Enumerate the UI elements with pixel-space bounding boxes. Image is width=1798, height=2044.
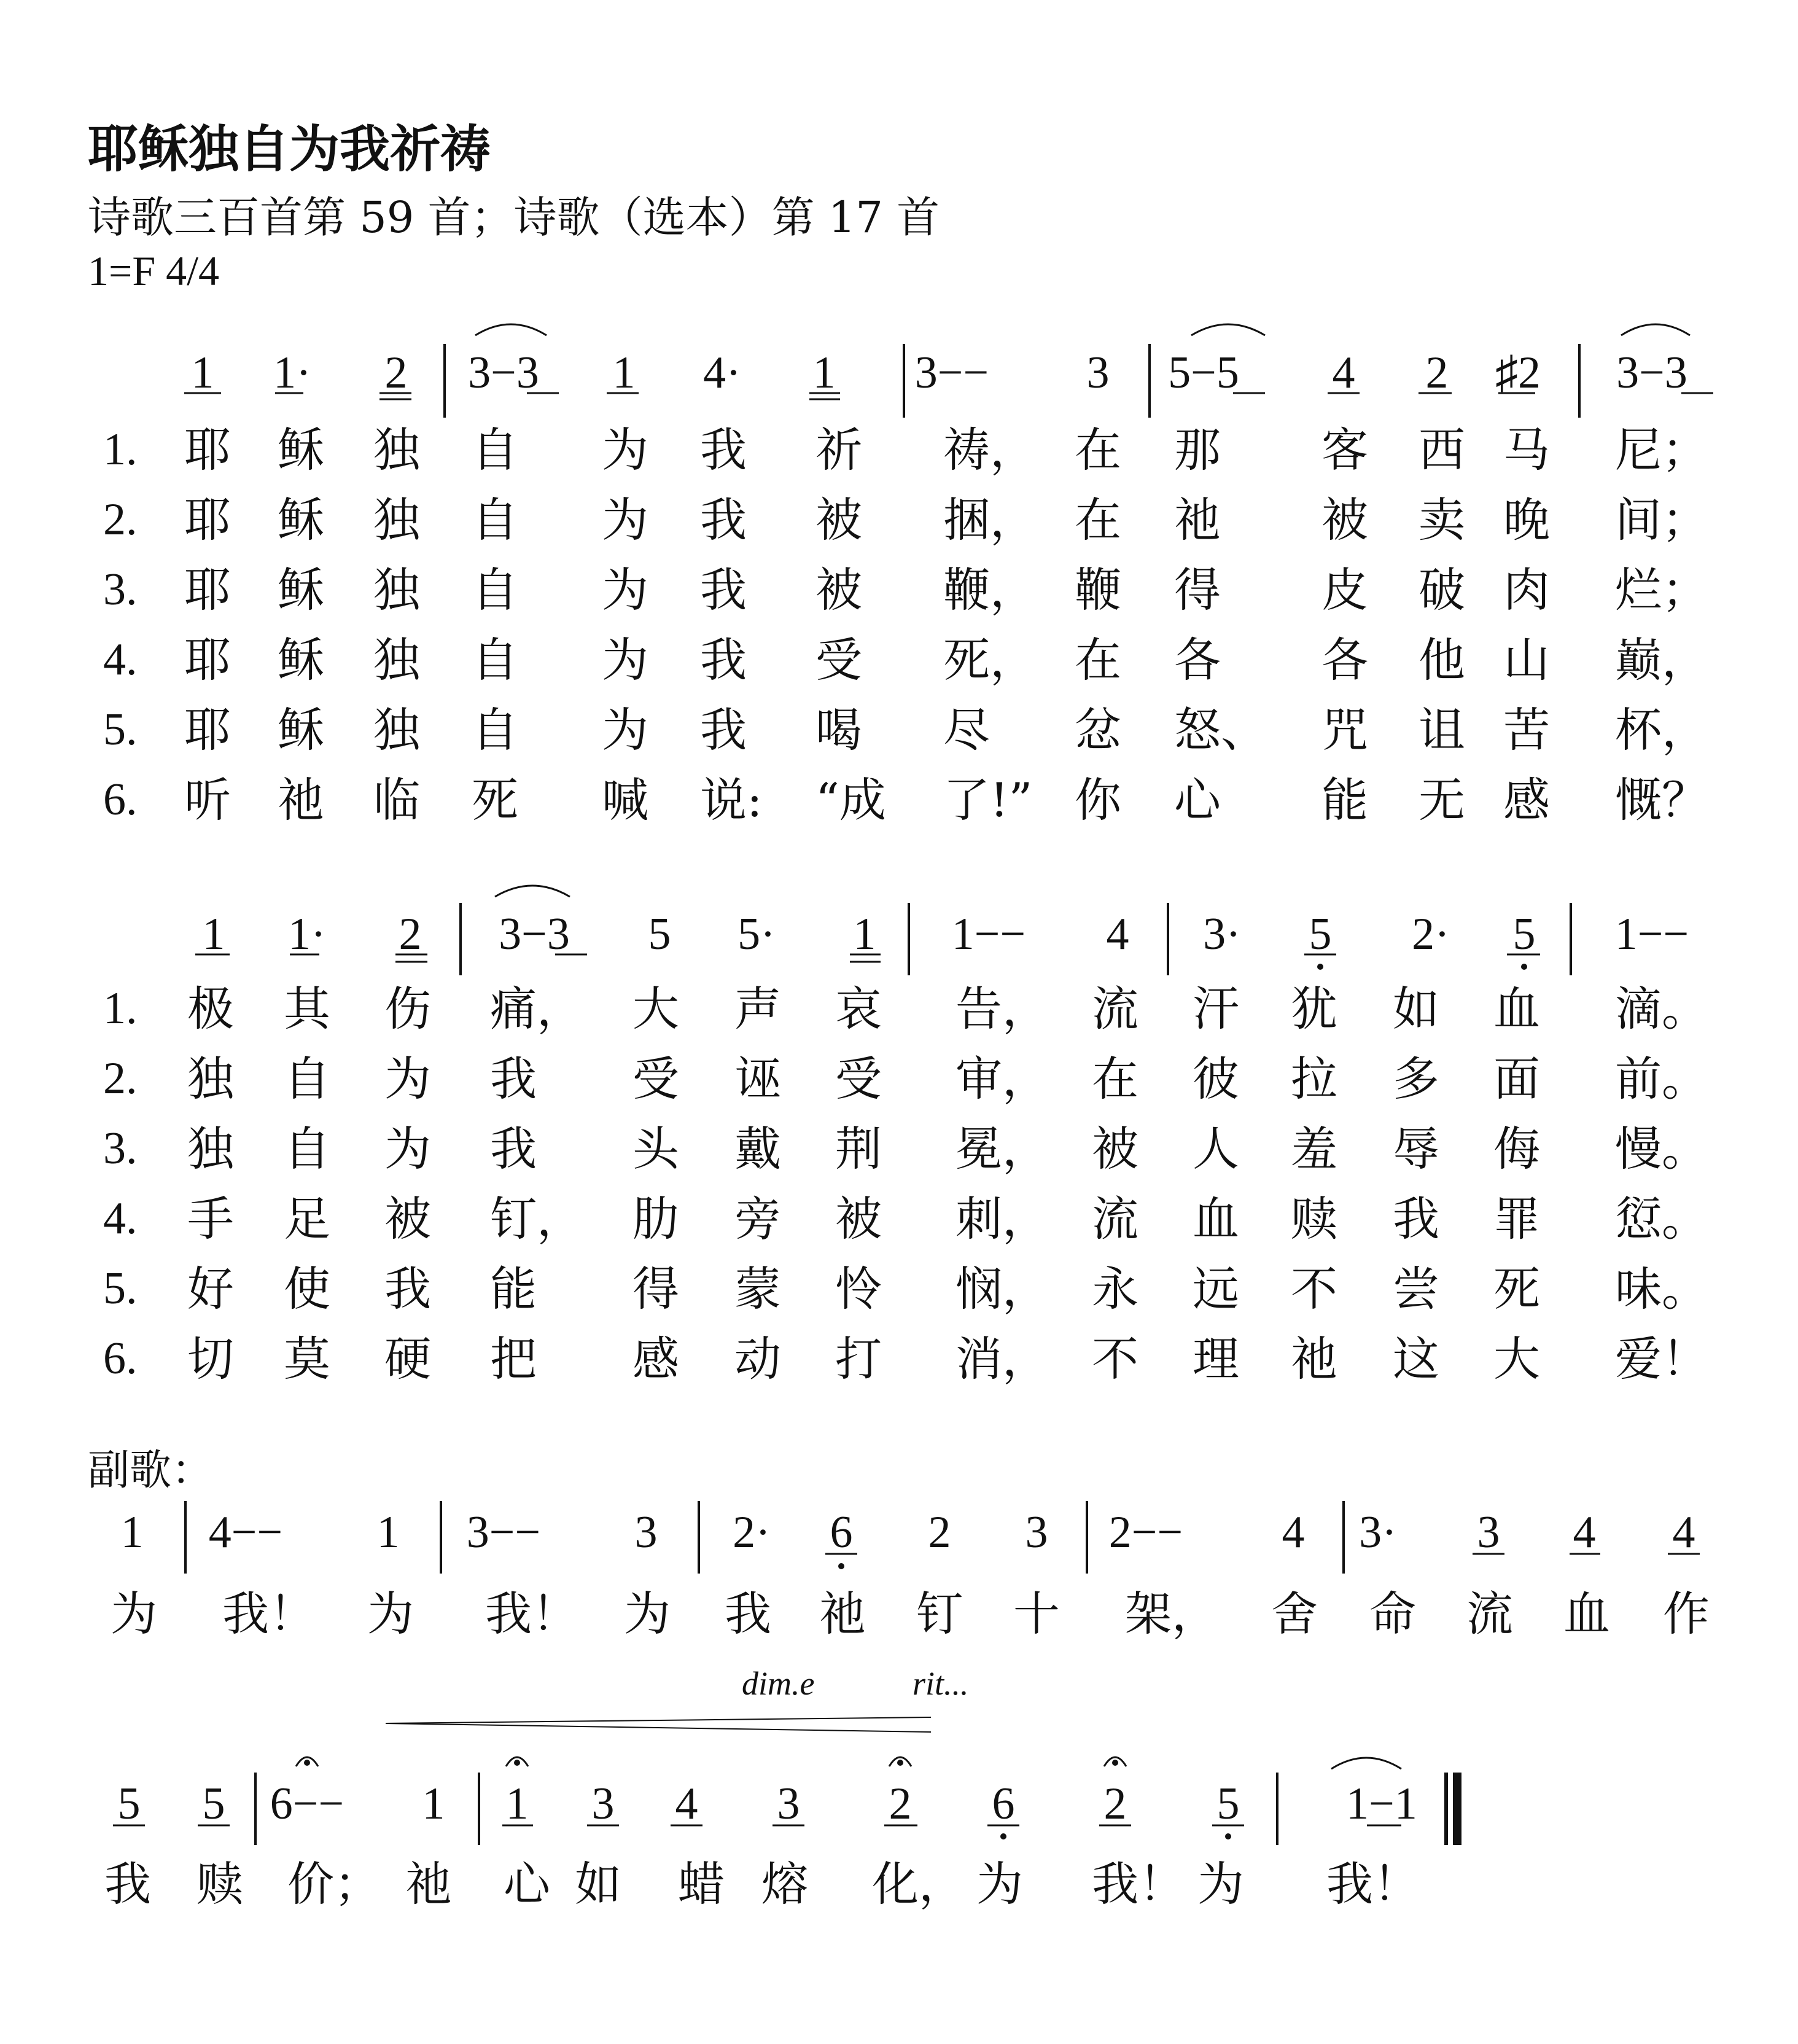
lyric-char: 罪 [1493,1192,1540,1246]
lyric-char: 头 [632,1121,679,1176]
octave-dot [1225,1833,1231,1839]
note: 4 [1282,1507,1305,1558]
lyric-char: 愆。 [1615,1192,1708,1246]
lyric-char: 旁 [734,1192,781,1246]
note: 6 [830,1507,853,1558]
lyric-char: 独 [373,633,420,687]
lyric-char: 耶 [184,423,231,477]
lyric-char: 晚 [1503,493,1550,547]
lyric-char: 作 [1663,1586,1710,1641]
verse-number: 1. [103,983,138,1034]
lyric-char: 西 [1419,423,1465,477]
lyric-char: 我！ [1092,1857,1185,1911]
note: 3 [1025,1507,1048,1558]
lyric-char: 巅， [1615,633,1708,687]
lyric-char: 大 [632,981,679,1036]
lyric-char: 钉 [916,1586,963,1641]
lyric-char: 自 [472,493,518,547]
note: 3· [1359,1507,1397,1558]
lyric-char: 自 [472,633,518,687]
note: 2 [889,1779,912,1829]
verse-number: 5. [103,704,138,755]
note: 5 [1309,909,1332,959]
lyric-char: 为 [602,633,648,687]
lyric-char: 打 [835,1332,882,1386]
note: 1 [120,1507,144,1558]
lyric-char: 感 [1503,773,1550,827]
lyric-char: 死， [943,633,1037,687]
verse-number: 2. [103,494,138,545]
lyric-char: 我 [490,1051,537,1106]
lyric-char: 临 [373,773,420,827]
lyric-char: 能 [490,1262,537,1316]
note: 1−− [1614,909,1689,959]
lyric-char: 咒 [1321,703,1368,757]
lyric-char: 尼； [1615,423,1708,477]
lyric-char: 稣 [278,703,324,757]
lyric-char: 独 [187,1121,234,1176]
hairpin-line [386,1717,931,1723]
lyric-char: 得 [1174,563,1221,617]
lyric-char: 自 [472,423,518,477]
lyric-char: 感 [632,1332,679,1386]
lyric-char: 羞 [1291,1121,1337,1176]
hymn-title: 耶稣独自为我祈祷 [88,120,491,179]
verse-number: 6. [103,774,138,825]
lyric-char: 在 [1075,423,1121,477]
lyric-char: 告， [955,981,1049,1036]
lyric-char: 独 [373,563,420,617]
lyric-char: 辱 [1393,1121,1439,1176]
note: 1 [505,1779,529,1829]
lyric-char: 说: [700,773,763,827]
lyric-char: 喝 [815,703,862,757]
octave-dot [838,1563,844,1569]
lyric-char: 耶 [184,563,231,617]
lyric-char: 自 [284,1051,330,1106]
note: 2−− [1108,1507,1183,1558]
octave-dot [1000,1833,1006,1839]
lyric-char: 受 [835,1051,882,1106]
note: 2 [1425,348,1449,398]
lyric-char: 祷， [943,423,1037,477]
lyric-char: 鞭， [943,563,1037,617]
note: 4· [703,348,741,398]
lyric-char: 耶 [184,493,231,547]
lyric-char: 了!” [943,773,1033,827]
note: 4 [1106,909,1129,959]
lyric-char: 怜 [835,1262,882,1316]
tie [475,324,547,335]
lyric-char: 犹 [1291,981,1337,1036]
note: 2 [1103,1779,1127,1829]
lyric-char: 被 [835,1192,882,1246]
lyric-char: 戴 [734,1121,781,1176]
lyric-char: 我 [384,1262,431,1316]
tie [1331,1758,1401,1769]
lyric-char: 前。 [1615,1051,1708,1106]
lyric-char: 我 [104,1857,151,1911]
lyric-char: 为 [111,1586,157,1641]
lyric-char: 不 [1291,1262,1337,1316]
note: 5 [117,1779,141,1829]
lyric-char: 无 [1419,773,1465,827]
lyric-char: 肋 [632,1192,679,1246]
lyric-char: 独 [373,703,420,757]
lyric-char: 独 [373,493,420,547]
lyric-char: 心 [504,1857,550,1911]
lyric-char: 多 [1393,1051,1439,1106]
lyric-char: 大 [1493,1332,1540,1386]
note: 3−3 [499,909,570,959]
lyric-char: 架， [1125,1586,1218,1641]
lyric-char: 诅 [1419,703,1465,757]
lyric-char: 流 [1466,1586,1513,1641]
lyric-char: 足 [284,1192,330,1246]
lyric-char: 我 [700,423,747,477]
lyric-char: 自 [284,1121,330,1176]
lyric-char: 那 [1174,423,1221,477]
lyric-char: 这 [1393,1332,1439,1386]
note: 5 [202,1779,225,1829]
lyric-char: 独 [373,423,420,477]
lyric-char: 蜡 [678,1857,725,1911]
note: 1−1 [1346,1779,1417,1829]
lyric-char: 命 [1369,1586,1416,1641]
lyric-char: 喊 [602,773,648,827]
lyric-char: 忿 [1075,703,1121,757]
lyric-char: 血 [1493,981,1540,1036]
note: 3 [1086,348,1110,398]
lyric-char: 被 [1092,1121,1138,1176]
lyric-char: 稣 [278,563,324,617]
lyric-char: 受 [815,633,862,687]
note: 1· [273,348,311,398]
octave-dot [1521,964,1527,970]
lyric-char: 为 [1197,1857,1244,1911]
fermata-dot [897,1760,903,1766]
lyric-char: 祈 [815,423,862,477]
lyric-char: 彼 [1193,1051,1239,1106]
lyric-char: 得 [632,1262,679,1316]
note: 4 [1332,348,1355,398]
lyric-char: 荆 [835,1121,882,1176]
tie [1621,324,1690,335]
lyric-char: “成 [815,773,886,827]
lyric-char: 杯， [1615,703,1708,757]
lyric-char: 死 [472,773,518,827]
lyric-char: 我 [700,563,747,617]
tie [1191,324,1265,335]
lyric-char: 烂； [1615,563,1708,617]
note: 3 [634,1507,658,1558]
lyric-char: 被 [815,493,862,547]
lyric-char: 为 [624,1586,671,1641]
lyric-char: 祂 [819,1586,866,1641]
lyric-char: 我 [490,1121,537,1176]
note: 3· [1203,909,1241,959]
lyric-char: 审， [955,1051,1049,1106]
key-signature: 1=F 4/4 [88,248,220,294]
lyric-char: 面 [1493,1051,1540,1106]
verse-number: 4. [103,634,138,685]
lyric-char: 苦 [1503,703,1550,757]
lyric-char: 破 [1419,563,1465,617]
lyric-char: 在 [1075,493,1121,547]
note: 5· [737,909,776,959]
lyric-char: 尝 [1393,1262,1439,1316]
lyric-char: 卖 [1419,493,1465,547]
fermata-dot [304,1760,310,1766]
verse-number: 3. [103,1123,138,1174]
note: 3 [591,1779,615,1829]
note: 2 [928,1507,951,1558]
lyric-char: 被 [384,1192,431,1246]
lyric-char: 祂 [1291,1332,1337,1386]
lyric-char: 切 [187,1332,234,1386]
lyric-char: 肉 [1503,563,1550,617]
note: 2 [399,909,422,959]
lyric-char: 能 [1321,773,1368,827]
lyric-char: 我 [1393,1192,1439,1246]
note: 4 [1672,1507,1695,1558]
lyric-char: 独 [187,1051,234,1106]
hairpin-line [386,1723,931,1732]
note: 5 [648,909,671,959]
lyric-char: 极 [187,981,234,1036]
lyric-char: 被 [1321,493,1368,547]
verse-number: 4. [103,1193,138,1244]
lyric-char: 死 [1493,1262,1540,1316]
lyric-char: 血 [1193,1192,1239,1246]
lyric-char: 人 [1193,1121,1239,1176]
lyric-char: 我 [725,1586,771,1641]
lyric-char: 我！ [222,1586,316,1641]
lyric-char: 把 [490,1332,537,1386]
note: 3−3 [1616,348,1687,398]
fermata-dot [514,1760,520,1766]
lyric-char: 赎 [1291,1192,1337,1246]
lyric-char: 汗 [1193,981,1239,1036]
lyric-char: 他 [1419,633,1465,687]
lyric-char: 动 [734,1332,781,1386]
lyric-char: 我 [700,633,747,687]
lyric-char: 祂 [278,773,324,827]
lyric-char: 味。 [1615,1262,1708,1316]
lyric-char: 我！ [1326,1857,1420,1911]
lyric-char: 为 [976,1857,1023,1911]
note: 6−− [270,1779,344,1829]
lyric-char: 蒙 [734,1262,781,1316]
rit-marking: rit... [913,1665,969,1702]
lyric-char: 怒、 [1174,703,1267,757]
lyric-char: 受 [632,1051,679,1106]
lyric-char: 慨？ [1615,773,1708,827]
lyric-char: 捆， [943,493,1037,547]
note: 3 [1477,1507,1500,1558]
lyric-char: 诬 [734,1051,781,1106]
lyric-char: 祂 [1174,493,1221,547]
note: 2 [384,348,408,398]
lyric-char: 皮 [1321,563,1368,617]
lyric-char: 为 [602,493,648,547]
lyric-char: 为 [384,1121,431,1176]
fermata-dot [1112,1760,1118,1766]
lyric-char: 理 [1193,1332,1239,1386]
lyric-char: 血 [1563,1586,1610,1641]
lyric-char: 价； [287,1857,381,1911]
lyric-char: 不 [1092,1332,1138,1386]
note: 4 [675,1779,698,1829]
lyric-char: 自 [472,703,518,757]
lyric-char: 为 [602,423,648,477]
note: 1 [812,348,836,398]
lyric-char: 拉 [1291,1051,1337,1106]
lyric-char: 手 [187,1192,234,1246]
verse-number: 6. [103,1333,138,1384]
lyric-char: 马 [1503,423,1550,477]
lyric-char: 耶 [184,703,231,757]
lyric-char: 刺， [955,1192,1049,1246]
note: 3−− [914,348,989,398]
lyric-char: 使 [284,1262,330,1316]
note: 1 [853,909,876,959]
lyric-char: 各 [1174,633,1221,687]
lyric-char: 自 [472,563,518,617]
note: 4 [1573,1507,1596,1558]
lyric-char: 声 [734,981,781,1036]
lyric-char: 熔 [761,1857,808,1911]
lyric-char: 流 [1092,1192,1138,1246]
lyric-char: 在 [1075,633,1121,687]
dim-marking: dim.e [742,1665,815,1702]
lyric-char: 你 [1075,773,1121,827]
lyric-char: 其 [284,981,330,1036]
note: ♯2 [1495,348,1541,398]
note: 5 [1216,1779,1240,1829]
lyric-char: 间； [1615,493,1708,547]
lyric-char: 远 [1193,1262,1239,1316]
lyric-char: 冕， [955,1121,1049,1176]
lyric-char: 鞭 [1075,563,1121,617]
lyric-char: 祂 [405,1857,452,1911]
lyric-char: 莫 [284,1332,330,1386]
lyric-char: 我 [700,493,747,547]
lyric-char: 客 [1321,423,1368,477]
note: 1−− [951,909,1026,959]
chorus-label: 副歌： [88,1446,214,1495]
verse-number: 3. [103,564,138,615]
note: 4−− [208,1507,283,1558]
lyric-char: 流 [1092,981,1138,1036]
note: 1 [612,348,636,398]
note: 6 [992,1779,1015,1829]
lyric-char: 如 [1393,981,1439,1036]
lyric-char: 好 [187,1262,234,1316]
lyric-char: 山 [1503,633,1550,687]
lyric-char: 侮 [1493,1121,1540,1176]
note: 2· [733,1507,771,1558]
lyric-char: 赎 [197,1857,243,1911]
lyric-char: 爱！ [1615,1332,1708,1386]
note: 1 [191,348,214,398]
lyric-char: 我 [700,703,747,757]
note: 1 [422,1779,445,1829]
lyric-char: 如 [575,1857,621,1911]
lyric-char: 硬 [384,1332,431,1386]
lyric-char: 永 [1092,1262,1138,1316]
lyric-char: 尽 [943,703,990,757]
note: 1 [376,1507,400,1558]
lyric-char: 滴。 [1615,981,1708,1036]
lyric-char: 我！ [485,1586,578,1641]
lyric-char: 痛， [490,981,583,1036]
lyric-char: 消， [955,1332,1049,1386]
lyric-char: 为 [384,1051,431,1106]
lyric-char: 伤 [384,981,431,1036]
verse-number: 2. [103,1053,138,1104]
lyric-char: 稣 [278,633,324,687]
lyric-char: 稣 [278,493,324,547]
hymn-subtitle: 诗歌三百首第 59 首；诗歌（选本）第 17 首 [88,192,940,243]
lyric-char: 为 [367,1586,414,1641]
note: 3 [777,1779,800,1829]
tie [495,886,570,897]
lyric-char: 舍 [1271,1586,1318,1641]
lyric-char: 钉， [490,1192,583,1246]
lyric-char: 为 [602,563,648,617]
verse-number: 5. [103,1263,138,1314]
lyric-char: 十 [1013,1586,1060,1641]
lyric-char: 各 [1321,633,1368,687]
lyric-char: 化， [872,1857,965,1911]
verse-number: 1. [103,424,138,475]
lyric-char: 耶 [184,633,231,687]
note: 3−3 [468,348,539,398]
note: 1· [288,909,326,959]
note: 1 [202,909,225,959]
lyric-char: 听 [184,773,231,827]
note: 5 [1512,909,1536,959]
lyric-char: 稣 [278,423,324,477]
note: 2· [1412,909,1450,959]
lyric-char: 悯， [955,1262,1049,1316]
note: 5−5 [1168,348,1239,398]
octave-dot [1317,964,1323,970]
lyric-char: 慢。 [1615,1121,1708,1176]
lyric-char: 被 [815,563,862,617]
lyric-char: 在 [1092,1051,1138,1106]
lyric-char: 哀 [835,981,882,1036]
note: 3−− [466,1507,541,1558]
lyric-char: 为 [602,703,648,757]
lyric-char: 心 [1174,773,1221,827]
